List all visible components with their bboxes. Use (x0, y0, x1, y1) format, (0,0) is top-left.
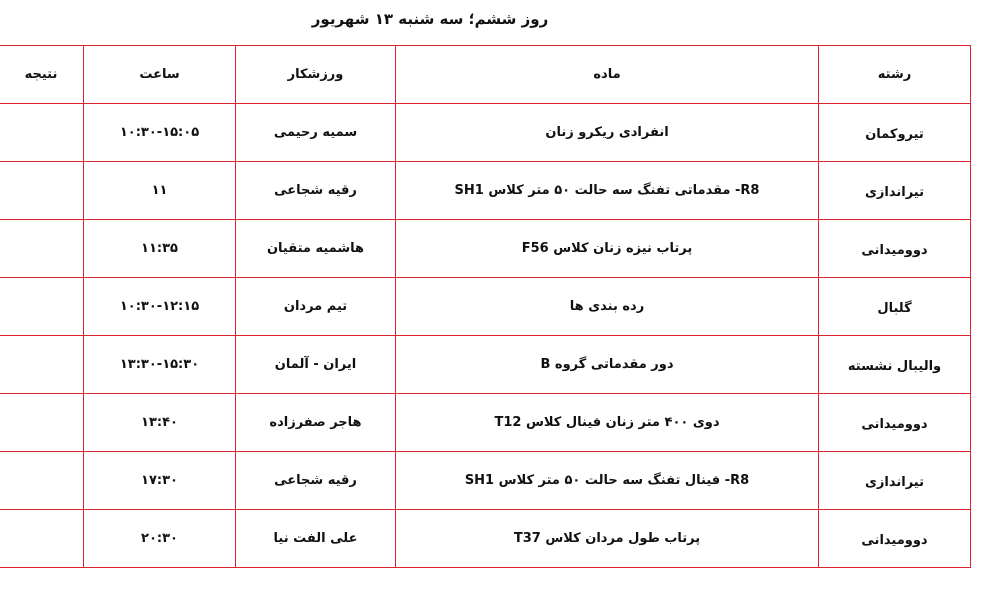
cell-athlete: تیم مردان (236, 278, 396, 336)
cell-result (0, 278, 84, 336)
cell-time: ۱۳:۳۰-۱۵:۳۰ (84, 336, 236, 394)
table-row (0, 394, 971, 452)
cell-time: ۱۷:۳۰ (84, 452, 236, 510)
cell-result (0, 394, 84, 452)
header-time: ساعت (84, 46, 236, 104)
table-row (0, 510, 971, 568)
page-title: روز ششم؛ سه شنبه ۱۳ شهریور (311, 10, 549, 28)
cell-field: گلبال (819, 278, 971, 336)
header-event: ماده (396, 46, 819, 104)
cell-event: رده بندی ها (396, 278, 819, 336)
cell-athlete: رقیه شجاعی (236, 452, 396, 510)
cell-athlete: هاجر صفرزاده (236, 394, 396, 452)
cell-event: دوی ۴۰۰ متر زنان فینال کلاس T12 (396, 394, 819, 452)
table-row (0, 452, 971, 510)
cell-time: ۱۳:۴۰ (84, 394, 236, 452)
header-field: رشته (819, 46, 971, 104)
cell-athlete: سمیه رحیمی (236, 104, 396, 162)
cell-time: ۱۱ (84, 162, 236, 220)
cell-event: R8- مقدماتی تفنگ سه حالت ۵۰ متر کلاس SH1 (396, 162, 819, 220)
table-row (0, 162, 971, 220)
cell-event: انفرادی ریکرو زنان (396, 104, 819, 162)
table-row (0, 104, 971, 162)
cell-result (0, 452, 84, 510)
cell-event: دور مقدماتی گروه B (396, 336, 819, 394)
cell-time: ۲۰:۳۰ (84, 510, 236, 568)
header-athlete: ورزشکار (236, 46, 396, 104)
cell-field: تیروکمان (819, 104, 971, 162)
cell-athlete: رقیه شجاعی (236, 162, 396, 220)
cell-result (0, 162, 84, 220)
cell-result (0, 336, 84, 394)
cell-time: ۱۰:۳۰-۱۲:۱۵ (84, 278, 236, 336)
table-header-row (0, 46, 971, 104)
cell-result (0, 104, 84, 162)
cell-event: R8- فینال تفنگ سه حالت ۵۰ متر کلاس SH1 (396, 452, 819, 510)
cell-event: پرتاب طول مردان کلاس T37 (396, 510, 819, 568)
cell-field: دوومیدانی (819, 220, 971, 278)
header-result: نتیجه (0, 46, 84, 104)
cell-field: دوومیدانی (819, 510, 971, 568)
cell-field: تیراندازی (819, 162, 971, 220)
table-row (0, 278, 971, 336)
cell-athlete: هاشمیه متقیان (236, 220, 396, 278)
cell-result (0, 510, 84, 568)
cell-time: ۱۰:۳۰-۱۵:۰۵ (84, 104, 236, 162)
cell-time: ۱۱:۳۵ (84, 220, 236, 278)
table-row (0, 220, 971, 278)
schedule-table (0, 45, 971, 568)
table-row (0, 336, 971, 394)
cell-athlete: علی الفت نیا (236, 510, 396, 568)
cell-field: دوومیدانی (819, 394, 971, 452)
cell-event: پرتاب نیزه زنان کلاس F56 (396, 220, 819, 278)
cell-result (0, 220, 84, 278)
cell-field: والیبال نشسته (819, 336, 971, 394)
cell-field: تیراندازی (819, 452, 971, 510)
cell-athlete: ایران - آلمان (236, 336, 396, 394)
